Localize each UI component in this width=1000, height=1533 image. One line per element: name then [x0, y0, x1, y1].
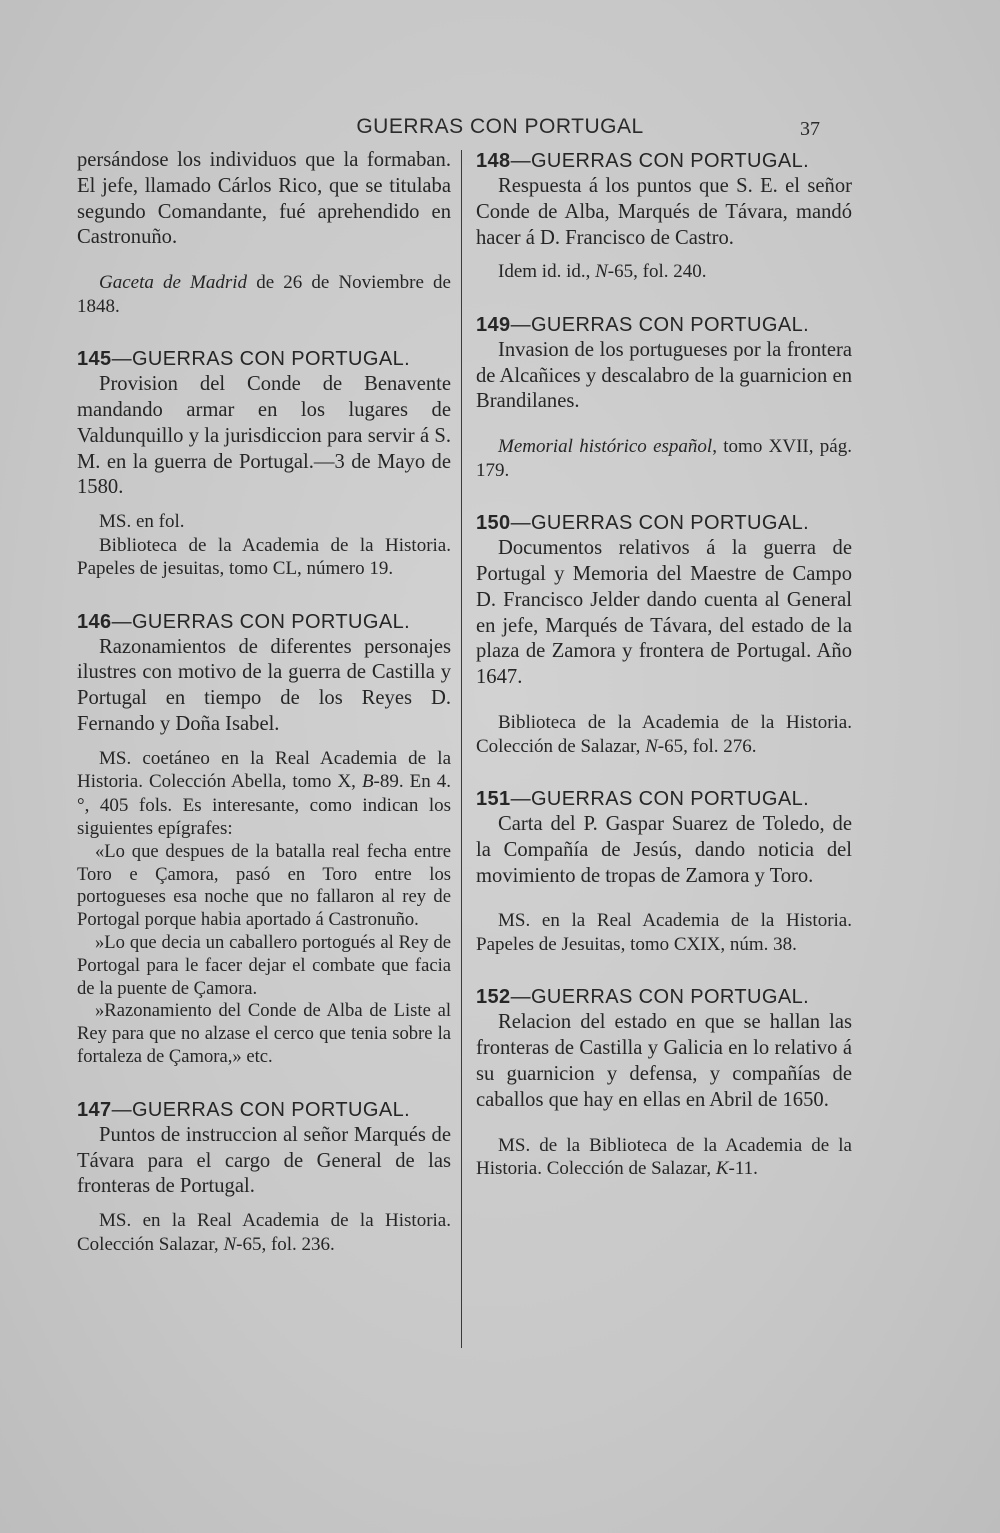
entry-ref-152 — [476, 1134, 852, 1181]
entry-title: —GUERRAS CON PORTUGAL. — [510, 150, 810, 172]
entry-text-147: Puntos de instruccion al señor Marqués de Távara para el cargo de General de las fronteras de Portugal. — [77, 1123, 451, 1198]
entry-text-151: Carta del P. Gaspar Suarez de Toledo, de la Compañía de Jesús, dando noticia del movimiento de tropas de Zamora y Toro. — [476, 813, 852, 887]
entry-ref-148 — [476, 260, 852, 284]
entry-ref-149 — [476, 435, 852, 482]
ref-part: N — [595, 261, 608, 283]
entry-number: 145 — [77, 348, 112, 371]
ref-part: N — [223, 1233, 237, 1255]
entry-title: —GUERRAS CON PORTUGAL. — [510, 788, 810, 811]
ref-part: -65, fol. 240. — [607, 261, 707, 283]
ref-part: B — [361, 771, 374, 793]
entry-title: —GUERRAS CON PORTUGAL. — [510, 512, 810, 535]
ref-part: MS. coetáneo en la Real Academia de la Historia. Colección Abella, tomo X, — [77, 747, 451, 793]
entry-text-148: Respuesta á los puntos que S. E. el señor Conde de Alba, Marqués de Távara, mandó hacer á D. Francisco de Castro. — [476, 175, 852, 249]
ref-part: MS. de la Biblioteca de la Academia de la Historia. Colección de Salazar, — [476, 1134, 852, 1180]
ref-part: MS. en la Real Academia de la Historia. Colección Salazar, — [77, 1210, 451, 1255]
entry-text-150: Documentos relativos á la guerra de Portugal y Memoria del Maestre de Campo D. Francisco Jelder dando cuenta al General en jefe, Marqués de Távara, del estado de la plaza de Zamora y frontera de Portugal. Año 1647. — [476, 537, 852, 689]
entry-text-146: Razonamientos de diferentes personajes ilustres con motivo de la guerra de Castilla y Portugal en tiempo de los Reyes D. Fernando y Doña Isabel. — [77, 635, 451, 736]
entry-heading-145 — [77, 346, 451, 372]
column-divider — [461, 150, 462, 1348]
ref-part: -11. — [728, 1158, 758, 1180]
continued-reference — [77, 271, 451, 318]
entry-text-152: Relacion del estado en que se hallan las fronteras de Castilla y Galicia en lo relativo á su guarnicion y defensa, y compañías de caballos que hay en ellas en Abril de 1650. — [476, 1011, 852, 1111]
entry-number: 151 — [476, 788, 511, 811]
right-column — [476, 148, 852, 1181]
page-number: 37 — [800, 118, 820, 140]
entry-ref-151: MS. en la Real Academia de la Historia. Papeles de Jesuitas, tomo CXIX, núm. 38. — [476, 910, 852, 955]
quote-1: «Lo que despues de la batalla real fecha entre Toro e Çamora, pasó en Toro entre los portogueses esa noche que no fallaron al rey de Portogal porque habia aportado á Castronuño. — [77, 840, 451, 931]
reference-title: Gaceta de Madrid — [99, 272, 248, 294]
ref-part: K — [715, 1158, 729, 1180]
entry-heading-147 — [77, 1097, 451, 1123]
ref-part: N — [645, 735, 658, 757]
ref-part: -65, fol. 276. — [657, 735, 757, 757]
entry-number: 150 — [476, 512, 511, 535]
ref-part: Biblioteca de la Academia de la Historia. Colección de Salazar, — [476, 712, 852, 757]
entry-heading-152 — [476, 984, 852, 1010]
entry-number: 149 — [476, 313, 511, 336]
running-title: GUERRAS CON PORTUGAL — [356, 115, 644, 138]
entry-title: —GUERRAS CON PORTUGAL. — [510, 313, 810, 336]
ref-part: -65, fol. 236. — [236, 1233, 335, 1255]
entry-text-145: Provision del Conde de Benavente mandando armar en los lugares de Valdunquillo y la jurisdiccion para servir á S. M. en la guerra de Portugal.—3 de Mayo de 1580. — [77, 373, 451, 499]
entry-ref-147 — [77, 1209, 451, 1256]
ref-part: Idem id. id., — [498, 261, 596, 283]
continued-text: persándose los individuos que la formaban. El jefe, llamado Cárlos Rico, que se titulaba segundo Comandante, fué aprehendido en Castronuño. — [77, 149, 451, 249]
entry-title: —GUERRAS CON PORTUGAL. — [510, 986, 810, 1009]
quote-2: »Lo que decia un caballero portogués al Rey de Portogal para le facer dejar el combate que facia de la puente de Çamora. — [77, 932, 451, 999]
entry-ref-145b: Biblioteca de la Academia de la Historia. Papeles de jesuitas, tomo CL, número 19. — [77, 534, 451, 580]
quoted-headings — [77, 841, 451, 1069]
entry-title: —GUERRAS CON PORTUGAL. — [111, 610, 411, 633]
entry-heading-148 — [476, 148, 852, 174]
entry-number: 146 — [77, 610, 112, 633]
ref-part: Memorial histórico español — [498, 436, 713, 458]
entry-number: 147 — [77, 1098, 112, 1121]
entry-heading-151 — [476, 786, 852, 812]
entry-heading-149 — [476, 312, 852, 338]
ref-part: -89. En 4.°, 405 fols. Es interesante, como indican los siguientes epígrafes: — [77, 771, 452, 840]
ref-part: , tomo XVII, pág. 179. — [476, 436, 852, 481]
quote-3: »Razonamiento del Conde de Alba de Liste al Rey para que no alzase el cerco que tenia sobre la fortaleza de Çamora,» etc. — [77, 1000, 451, 1068]
entry-number: 152 — [476, 986, 511, 1009]
entry-heading-150 — [476, 510, 852, 536]
entry-title: —GUERRAS CON PORTUGAL. — [111, 348, 411, 371]
left-column — [77, 148, 451, 1256]
reference-detail: de 26 de Noviembre de 1848. — [77, 272, 451, 317]
entry-heading-146 — [77, 609, 451, 635]
entry-ref-150 — [476, 711, 852, 758]
entry-ref-145a: MS. en fol. — [99, 511, 185, 533]
entry-ref-146 — [77, 747, 451, 841]
entry-title: —GUERRAS CON PORTUGAL. — [111, 1098, 411, 1121]
entry-text-149: Invasion de los portugueses por la frontera de Alcañices y descalabro de la guarnicion en Brandilanes. — [476, 338, 852, 413]
entry-number: 148 — [476, 150, 511, 172]
